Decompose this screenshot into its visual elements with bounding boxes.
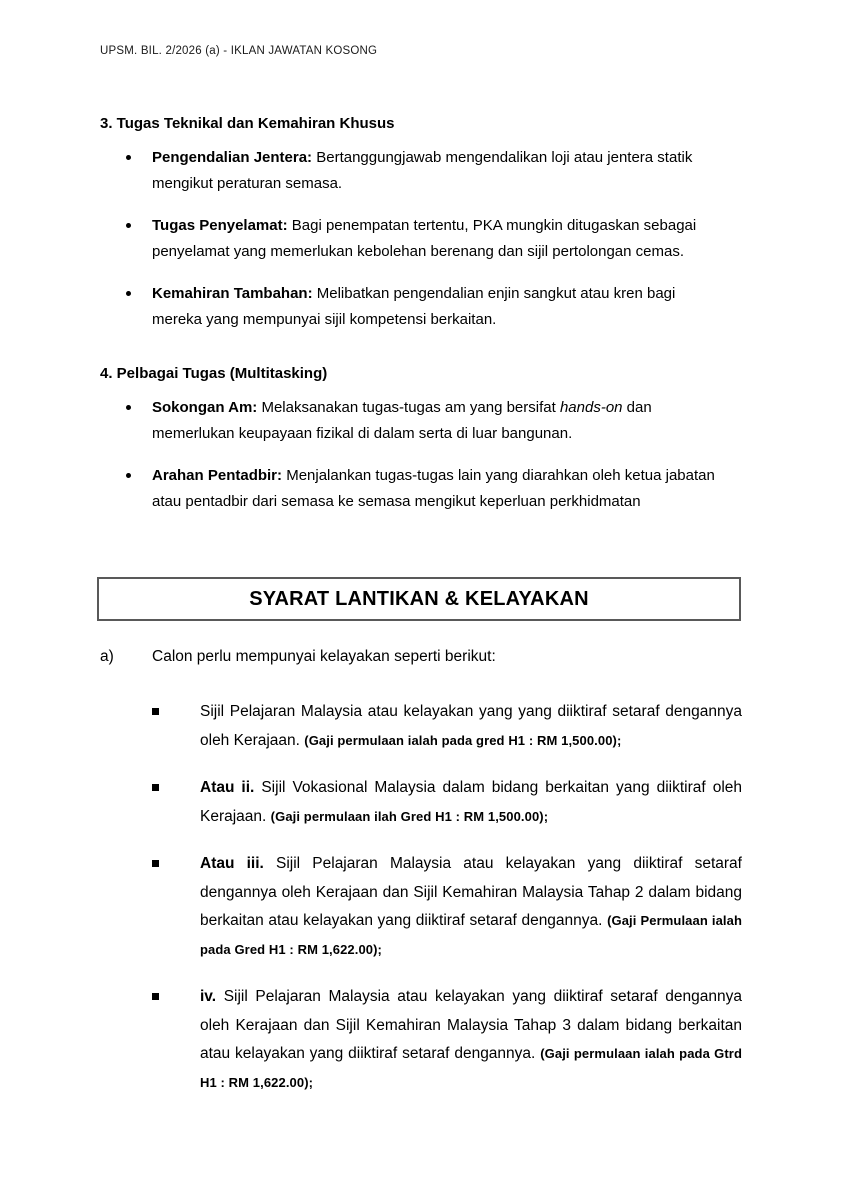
bullet-sokongan-am — [100, 395, 722, 447]
item-lead: Atau ii. — [200, 779, 255, 796]
bullet-dot-icon — [126, 405, 131, 410]
square-bullet-icon — [152, 784, 159, 791]
item-text: Sijil Pelajaran Malaysia atau kelayakan yang yang diiktiraf setaraf dengannya oleh Kerajaan. — [200, 703, 742, 749]
salary-note: (Gaji Permulaan ialah pada Gred H1 : RM 1,622.00); — [200, 913, 742, 957]
qualification-item-i — [100, 698, 742, 755]
page-content — [100, 0, 742, 1116]
section-4-heading: 4. Pelbagai Tugas (Multitasking) — [100, 365, 328, 382]
bullet-text: Bagi penempatan tertentu, PKA mungkin ditugaskan sebagai penyelamat yang memerlukan kebolehan berenang dan sijil pertolongan cemas. — [152, 217, 697, 260]
bullet-text: Melaksanakan tugas-tugas am yang bersifat — [257, 399, 560, 416]
bullet-pengendalian-jentera — [100, 145, 722, 197]
requirements-intro — [100, 644, 742, 670]
requirements-title-box — [97, 577, 741, 621]
salary-note: (Gaji permulaan ialah pada gred H1 : RM 1,500.00); — [304, 732, 622, 748]
document-header: UPSM. BIL. 2/2026 (a) - IKLAN JAWATAN KOSONG — [100, 45, 378, 57]
requirements-intro-text: Calon perlu mempunyai kelayakan seperti berikut: — [152, 648, 496, 665]
qualification-list — [100, 698, 742, 1097]
bullet-dot-icon — [126, 223, 131, 228]
salary-note: (Gaji permulaan ilah Gred H1 : RM 1,500.00); — [270, 808, 549, 824]
section-4-bullet-list — [100, 395, 742, 515]
item-text: Sijil Pelajaran Malaysia atau kelayakan yang diiktiraf setaraf dengannya oleh Kerajaan dan Sijil Kemahiran Malaysia Tahap 3 dalam bidang berkaitan atau kelayakan yang diiktiraf setaraf dengannya. — [200, 988, 742, 1062]
bullet-text-italic: hands-on — [559, 399, 623, 416]
bullet-kemahiran-tambahan — [100, 281, 722, 333]
section-3-bullet-list — [100, 145, 742, 333]
bullet-tugas-penyelamat — [100, 213, 722, 265]
item-text: Sijil Pelajaran Malaysia atau kelayakan yang diiktiraf setaraf dengannya oleh Kerajaan dan Sijil Kemahiran Malaysia Tahap 2 dalam bidang berkaitan atau kelayakan yang diiktiraf setaraf dengannya. — [200, 855, 742, 929]
bullet-dot-icon — [126, 473, 131, 478]
bullet-dot-icon — [126, 155, 131, 160]
item-lead: iv. — [200, 988, 217, 1005]
item-text: Sijil Vokasional Malaysia dalam bidang berkaitan yang diiktiraf oleh Kerajaan. — [200, 779, 743, 825]
requirements-title: SYARAT LANTIKAN & KELAYAKAN — [249, 587, 589, 610]
square-bullet-icon — [152, 860, 159, 867]
section-3-heading: 3. Tugas Teknikal dan Kemahiran Khusus — [100, 115, 395, 132]
bullet-label: Arahan Pentadbir: — [152, 467, 283, 484]
square-bullet-icon — [152, 708, 159, 715]
section-tugas-teknikal — [100, 111, 742, 333]
bullet-text: Menjalankan tugas-tugas lain yang diarahkan oleh ketua jabatan atau pentadbir dari semasa ke semasa mengikut keperluan perkhidmatan — [152, 467, 715, 510]
bullet-text: Bertanggungjawab mengendalikan loji atau jentera statik mengikut peraturan semasa. — [152, 149, 693, 192]
salary-note: (Gaji permulaan ialah pada Gtrd H1 : RM 1,622.00); — [200, 1046, 743, 1090]
square-bullet-icon — [152, 993, 159, 1000]
qualification-item-iii — [100, 850, 742, 964]
section-pelbagai-tugas — [100, 361, 742, 515]
bullet-label: Sokongan Am: — [152, 399, 258, 416]
bullet-arahan-pentadbir — [100, 463, 722, 515]
qualification-item-ii — [100, 774, 742, 831]
qualification-item-iv — [100, 983, 742, 1097]
item-lead: Atau iii. — [200, 855, 264, 872]
bullet-label: Tugas Penyelamat: — [152, 217, 288, 234]
bullet-dot-icon — [126, 291, 131, 296]
list-marker-a: a) — [100, 648, 114, 665]
bullet-text: dan memerlukan keupayaan fizikal di dalam serta di luar bangunan. — [152, 399, 652, 442]
bullet-label: Kemahiran Tambahan: — [152, 285, 313, 302]
bullet-text: Melibatkan pengendalian enjin sangkut atau kren bagi mereka yang mempunyai sijil kompetensi berkaitan. — [152, 285, 676, 328]
bullet-label: Pengendalian Jentera: — [152, 149, 313, 166]
